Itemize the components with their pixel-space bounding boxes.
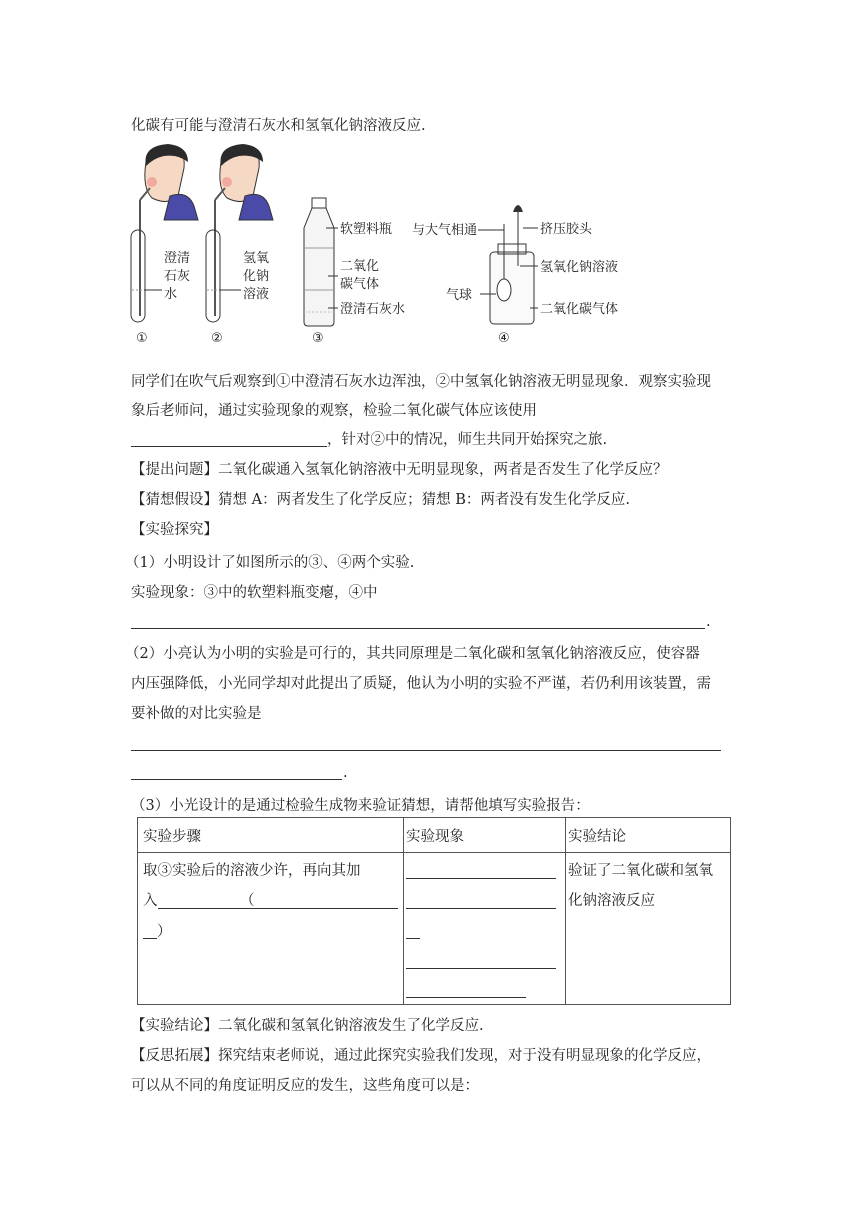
label-num-3: ③ bbox=[312, 331, 324, 346]
label-limewater-1: 澄清 bbox=[164, 251, 191, 266]
paragraph-observation-line1: 同学们在吹气后观察到①中澄清石灰水边浑浊，②中氢氧化钠溶液无明显现象．观察实验现 bbox=[131, 374, 711, 390]
label-bottle-gas-1: 二氧化 bbox=[340, 259, 380, 274]
table-step-line3: ） bbox=[157, 924, 172, 940]
label-num-1: ① bbox=[136, 331, 148, 346]
answer-blank-1[interactable] bbox=[131, 446, 327, 447]
phenomenon-blank-2[interactable] bbox=[406, 908, 556, 909]
phenomenon-blank-1[interactable] bbox=[406, 878, 556, 879]
intro-line: 化碳有可能与澄清石灰水和氢氧化钠溶液反应. bbox=[131, 118, 426, 134]
table-step-line2a: 入 bbox=[143, 893, 158, 909]
label-bottle-top: 软塑料瓶 bbox=[340, 222, 393, 237]
label-bottle-lime: 澄清石灰水 bbox=[340, 302, 406, 317]
label-num-2: ② bbox=[211, 331, 223, 346]
explore-heading: 【实验探究】 bbox=[131, 522, 218, 538]
phenomenon-blank-5[interactable] bbox=[406, 997, 526, 998]
section1-line1: （1）小明设计了如图所示的③、④两个实验. bbox=[125, 555, 415, 571]
student-blowing-figure-1 bbox=[131, 144, 198, 346]
table-step-line1: 取③实验后的溶液少许，再向其加 bbox=[143, 863, 361, 879]
section3-line: （3）小光设计的是通过检验生成物来验证猜想，请帮他填写实验报告： bbox=[131, 798, 590, 814]
label-air: 与大气相通 bbox=[412, 223, 478, 238]
label-limewater-2: 石灰 bbox=[164, 269, 191, 284]
section2-line1: （2）小亮认为小明的实验是可行的，其共同原理是二氧化碳和氢氧化钠溶液反应，使容器 bbox=[125, 646, 700, 662]
paragraph-observation-line3: ，针对②中的情况，师生共同开始探究之旅. bbox=[327, 432, 608, 448]
table-header-phenomenon: 实验现象 bbox=[406, 829, 464, 845]
phenomenon-blank-4[interactable] bbox=[406, 968, 556, 969]
label-naoh-3: 溶液 bbox=[243, 287, 270, 302]
section1-end: . bbox=[706, 614, 711, 630]
label-squeeze: 挤压胶头 bbox=[540, 222, 593, 237]
label-bottle-gas-2: 碳气体 bbox=[340, 277, 380, 292]
paragraph-observation-line2: 象后老师问，通过实验现象的观察，检验二氧化碳气体应该使用 bbox=[131, 403, 537, 419]
section2-line3: 要补做的对比实验是 bbox=[131, 706, 262, 722]
label-limewater-3: 水 bbox=[164, 287, 178, 302]
answer-blank-3a[interactable] bbox=[131, 750, 721, 751]
table-conclusion-line2: 化钠溶液反应 bbox=[568, 893, 655, 909]
plastic-bottle-figure bbox=[304, 198, 405, 346]
label-naoh-1: 氢氧 bbox=[243, 251, 270, 266]
table-step-line2b: （ bbox=[240, 893, 255, 909]
experiment-figure bbox=[128, 140, 648, 350]
section2-line2: 内压强降低，小光同学却对此提出了质疑，他认为小明的实验不严谨，若仍利用该装置，需 bbox=[131, 676, 711, 692]
label-flask-co2: 二氧化碳气体 bbox=[540, 302, 619, 317]
section1-line2: 实验现象：③中的软塑料瓶变瘪，④中 bbox=[131, 585, 378, 601]
table-header-step: 实验步骤 bbox=[143, 829, 201, 845]
table-conclusion-line1: 验证了二氧化碳和氢氧 bbox=[568, 863, 713, 879]
label-num-4: ④ bbox=[498, 331, 510, 346]
label-balloon: 气球 bbox=[446, 288, 473, 303]
reflect-line1: 【反思拓展】探究结束老师说，通过此探究实验我们发现，对于没有明显现象的化学反应， bbox=[131, 1048, 711, 1064]
label-naoh-2: 化钠 bbox=[243, 269, 270, 284]
flask-balloon-figure bbox=[412, 205, 618, 346]
conclusion-heading: 【实验结论】二氧化碳和氢氧化钠溶液发生了化学反应. bbox=[131, 1018, 484, 1034]
reflect-line2: 可以从不同的角度证明反应的发生，这些角度可以是： bbox=[131, 1078, 479, 1094]
step-reagent-blank-2[interactable] bbox=[143, 938, 157, 939]
answer-blank-3b[interactable] bbox=[131, 779, 342, 780]
step-reagent-blank[interactable] bbox=[158, 908, 398, 909]
label-flask-naoh: 氢氧化钠溶液 bbox=[540, 260, 619, 275]
section2-end: . bbox=[343, 765, 348, 781]
phenomenon-blank-3[interactable] bbox=[406, 938, 420, 939]
student-blowing-figure-2 bbox=[206, 144, 273, 346]
table-header-conclusion: 实验结论 bbox=[568, 829, 626, 845]
hypothesis-heading: 【猜想假设】猜想 A：两者发生了化学反应；猜想 B：两者没有发生化学反应. bbox=[131, 492, 630, 508]
answer-blank-2[interactable] bbox=[131, 628, 705, 629]
question-heading: 【提出问题】二氧化碳通入氢氧化钠溶液中无明显现象，两者是否发生了化学反应？ bbox=[131, 462, 668, 478]
